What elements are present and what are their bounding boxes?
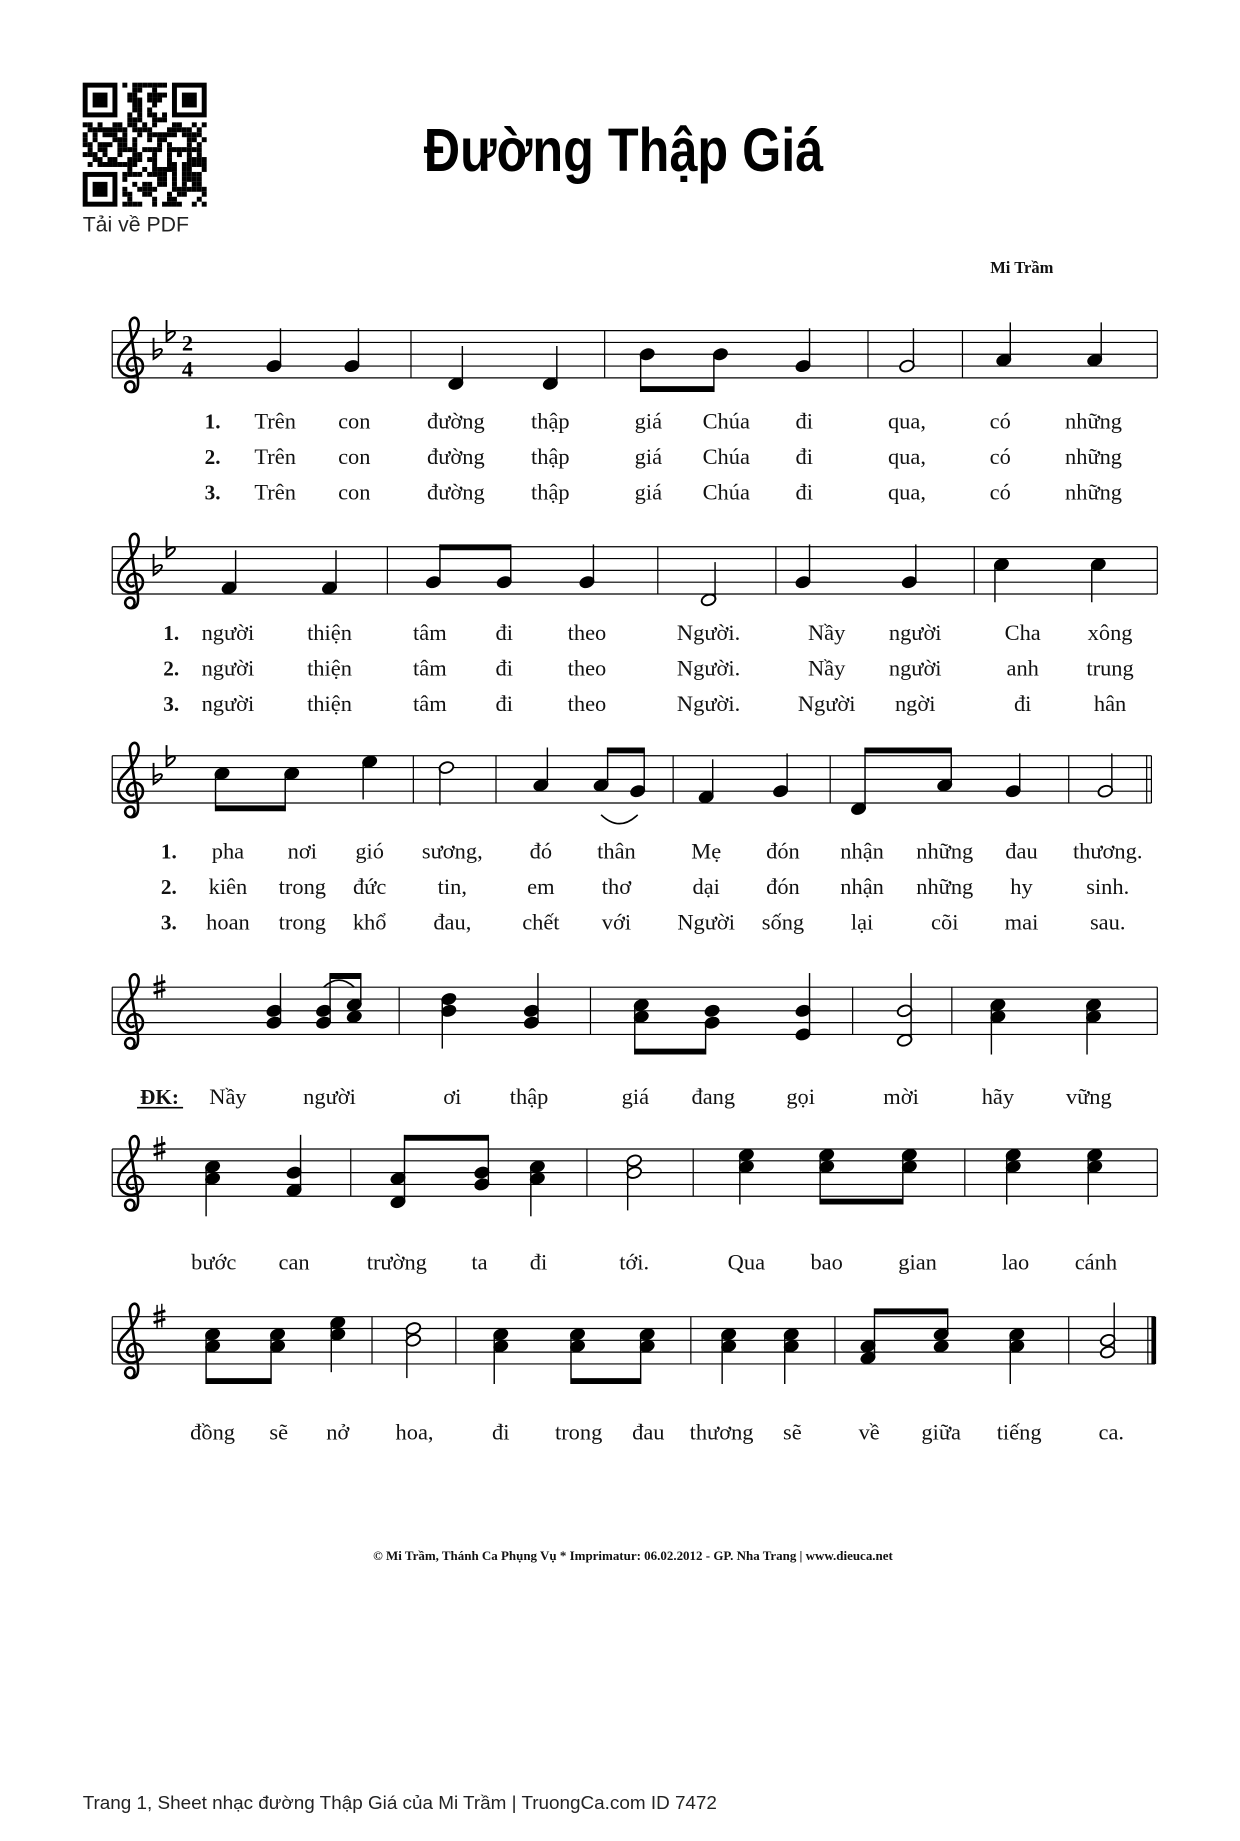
note [1085, 998, 1102, 1055]
flat-icon [154, 763, 162, 784]
lyric-syllable: hoan [206, 909, 250, 935]
note [529, 1160, 546, 1217]
page-footer: Trang 1, Sheet nhạc đường Thập Giá của Mi Trầm | TruongCa.com ID 7472 [82, 1793, 717, 1815]
lyric-syllable: xông [1087, 620, 1133, 646]
lyric-syllable: pha [211, 838, 245, 864]
lyric-syllable: những [916, 838, 974, 864]
lyric-syllable: Chúa [702, 479, 750, 505]
verse-number: 3. [160, 910, 177, 935]
lyric-syllable: Chúa [702, 444, 750, 470]
verse-number: 1. [163, 621, 180, 646]
lyric-syllable: sinh. [1086, 873, 1130, 899]
note [361, 754, 378, 799]
lyric-syllable: tin, [437, 873, 467, 899]
note [492, 1327, 509, 1384]
lyric-syllable: với [601, 909, 632, 935]
lyric-syllable: đón [766, 873, 800, 899]
lyric-line [137, 1084, 1112, 1109]
note [639, 1327, 656, 1384]
lyric-syllable: về [858, 1419, 880, 1445]
treble-clef-icon [118, 743, 143, 817]
note [1090, 557, 1107, 602]
staff-system [112, 743, 1151, 935]
lyric-syllable: người [201, 655, 255, 681]
note [447, 346, 464, 391]
lyric-syllable: tâm [413, 655, 447, 681]
verse-number: 1. [204, 409, 221, 434]
lyric-syllable: giá [634, 408, 663, 434]
lyric-syllable: Nầy [209, 1084, 247, 1110]
lyric-syllable: người [201, 690, 255, 716]
lyric-syllable: con [338, 408, 371, 434]
note [321, 550, 338, 595]
lyric-syllable: tâm [413, 690, 447, 716]
verse-number: 3. [163, 691, 180, 716]
lyric-syllable: có [989, 479, 1011, 505]
staff-system [112, 1135, 1157, 1275]
beam [608, 748, 645, 754]
note [221, 550, 238, 595]
note [440, 992, 457, 1049]
lyric-syllable: trong [278, 873, 327, 899]
lyric-syllable: đi [1013, 690, 1032, 716]
lyric-syllable: thập [531, 408, 570, 434]
note [344, 328, 361, 373]
copyright-line: © Mi Trầm, Thánh Ca Phụng Vụ * Imprimatur: 06.02.2012 - GP. Nha Trang | www.dieuca.net [373, 1547, 893, 1563]
note [283, 766, 300, 811]
composer: Mi Trầm [990, 257, 1054, 277]
note [783, 1327, 800, 1384]
note [523, 973, 540, 1030]
lyric-syllable: mai [1004, 909, 1039, 935]
lyric-syllable: thiện [307, 690, 352, 716]
note [795, 544, 812, 589]
lyric-syllable: Mẹ [691, 838, 722, 864]
note [1086, 322, 1103, 367]
lyric-syllable: Cha [1004, 620, 1041, 646]
note [795, 328, 812, 373]
treble-clef-icon [118, 318, 143, 392]
lyric-syllable: người [888, 655, 942, 681]
lyric-line [161, 874, 1129, 899]
lyric-syllable: những [1065, 444, 1123, 470]
lyric-syllable: nhận [840, 838, 884, 864]
lyric-syllable: người [303, 1084, 356, 1110]
lyric-syllable: qua, [887, 408, 926, 434]
note [995, 322, 1012, 367]
lyric-syllable: Nầy [807, 655, 846, 681]
note [704, 1004, 721, 1055]
note [532, 748, 549, 793]
verse-number: 1. [160, 839, 177, 864]
note [266, 328, 283, 373]
note [1005, 753, 1022, 798]
lyric-syllable: giá [621, 1084, 650, 1110]
lyric-syllable: cõi [931, 909, 959, 935]
lyric-syllable: nở [326, 1419, 350, 1445]
lyric-syllable: những [916, 873, 974, 899]
note [315, 973, 332, 1030]
treble-clef-icon [118, 1136, 143, 1210]
lyric-syllable: đang [691, 1084, 736, 1110]
lyric-syllable: những [1065, 479, 1123, 505]
lyric-syllable: hãy [981, 1084, 1015, 1110]
lyric-syllable: thương. [1072, 838, 1143, 864]
lyric-syllable: thiện [307, 620, 352, 646]
lyric-syllable: theo [567, 655, 607, 681]
note [899, 328, 916, 373]
beam [571, 1378, 641, 1384]
beam [440, 544, 511, 550]
lyric-syllable: nơi [287, 838, 317, 864]
score [112, 318, 1157, 1445]
lyric-syllable: đi [495, 620, 513, 646]
refrain-label: ĐK: [139, 1085, 179, 1110]
note [579, 544, 596, 589]
lyric-syllable: những [1065, 408, 1123, 434]
lyric-line [163, 620, 1132, 645]
note [933, 1308, 950, 1353]
lyric-syllable: tâm [413, 620, 447, 646]
lyric-syllable: gian [898, 1249, 937, 1275]
lyric-syllable: có [989, 408, 1011, 434]
lyric-syllable: thập [531, 479, 570, 505]
lyric-syllable: sống [761, 909, 805, 935]
lyric-syllable: Chúa [702, 408, 750, 434]
beam [865, 748, 951, 754]
note [989, 998, 1006, 1055]
lyric-syllable: thập [531, 444, 570, 470]
staff-system [112, 1303, 1156, 1445]
lyric-line [163, 655, 1133, 680]
verse-number: 2. [160, 874, 177, 899]
note [214, 766, 231, 811]
lyric-syllable: kiên [208, 873, 248, 899]
staff-system [112, 534, 1157, 716]
lyric-syllable: thiện [307, 655, 352, 681]
note [639, 347, 656, 392]
lyric-syllable: lao [1001, 1249, 1030, 1275]
lyric-syllable: đau, [433, 909, 472, 935]
note [850, 748, 867, 817]
note [569, 1327, 586, 1384]
lyric-syllable: đường [427, 408, 485, 434]
lyric-syllable: Người [797, 690, 856, 716]
lyric-syllable: gọi [786, 1084, 816, 1110]
note [896, 973, 913, 1048]
note [496, 544, 513, 589]
lyric-syllable: đi [495, 655, 513, 681]
lyric-syllable: đi [795, 444, 813, 470]
lyric-syllable: ngời [894, 690, 936, 716]
lyric-syllable: đau [1005, 838, 1038, 864]
lyric-syllable: can [278, 1249, 310, 1275]
note [720, 1327, 737, 1384]
beam [641, 386, 714, 392]
note [473, 1135, 490, 1192]
lyric-syllable: qua, [887, 479, 926, 505]
lyric-syllable: hoa, [395, 1419, 434, 1445]
note [626, 1154, 643, 1211]
flat-icon [154, 554, 162, 575]
lyric-syllable: Qua [727, 1249, 766, 1275]
lyric-syllable: giữa [921, 1419, 961, 1445]
lyric-line [163, 691, 1126, 716]
note [438, 760, 455, 805]
lyric-syllable: ơi [443, 1084, 462, 1110]
lyric-syllable: hy [1010, 873, 1033, 899]
lyric-syllable: nhận [840, 873, 884, 899]
note [772, 753, 789, 798]
flat-icon [154, 338, 162, 359]
note [1008, 1327, 1025, 1384]
lyric-syllable: người [888, 620, 942, 646]
treble-clef-icon [118, 1304, 143, 1378]
lyric-syllable: khổ [352, 909, 387, 935]
beam [330, 973, 361, 979]
lyric-syllable: theo [567, 690, 607, 716]
lyric-syllable: đó [529, 838, 553, 864]
lyric-syllable: cánh [1074, 1249, 1118, 1275]
beam [635, 1049, 706, 1055]
lyric-line [161, 839, 1143, 864]
lyric-line [205, 444, 1122, 469]
note [629, 748, 646, 799]
note [286, 1135, 303, 1198]
note [204, 1327, 221, 1384]
verse-number: 3. [204, 480, 221, 505]
lyric-syllable: Người. [676, 620, 741, 646]
lyric-syllable: hân [1093, 690, 1127, 716]
beam [216, 805, 286, 811]
lyric-syllable: mời [883, 1084, 919, 1110]
lyric-syllable: tiếng [996, 1419, 1042, 1445]
slur [601, 815, 638, 824]
staff-system [112, 973, 1157, 1109]
note [700, 562, 717, 607]
note [698, 759, 715, 804]
lyric-syllable: anh [1006, 655, 1039, 681]
lyric-line [205, 480, 1122, 505]
note [269, 1327, 286, 1384]
lyric-syllable: giá [634, 444, 663, 470]
lyric-syllable: sau. [1089, 909, 1126, 935]
lyric-syllable: Người. [676, 690, 741, 716]
lyric-syllable: đi [529, 1249, 548, 1275]
treble-clef-icon [118, 974, 143, 1048]
lyric-syllable: qua, [887, 444, 926, 470]
staff-system [112, 318, 1157, 505]
lyric-syllable: con [338, 444, 371, 470]
lyric-line [191, 1249, 1117, 1274]
lyric-syllable: giá [634, 479, 663, 505]
lyric-syllable: đường [427, 479, 485, 505]
lyric-line [161, 909, 1126, 934]
lyric-syllable: sẽ [269, 1419, 289, 1445]
download-pdf-link[interactable]: Tải về PDF [82, 212, 189, 237]
lyric-syllable: theo [567, 620, 607, 646]
lyric-syllable: tới. [619, 1249, 650, 1275]
treble-clef-icon [118, 534, 143, 608]
lyric-syllable: trung [1086, 655, 1134, 681]
note [204, 1160, 221, 1217]
note [266, 973, 283, 1030]
lyric-syllable: Trên [254, 479, 296, 505]
lyric-line [190, 1419, 1124, 1444]
lyric-syllable: đức [352, 873, 387, 899]
slur [324, 980, 355, 987]
lyric-syllable: đi [492, 1419, 510, 1445]
note [425, 544, 442, 589]
lyric-syllable: Nầy [807, 620, 846, 646]
verse-number: 2. [163, 656, 180, 681]
lyric-syllable: con [338, 479, 371, 505]
lyric-syllable: lại [850, 909, 874, 935]
beam [404, 1135, 488, 1141]
lyric-syllable: đi [495, 690, 513, 716]
lyric-syllable: người [201, 620, 255, 646]
lyric-syllable: gió [355, 838, 384, 864]
beam [874, 1308, 947, 1314]
lyric-syllable: Người. [676, 655, 741, 681]
lyric-syllable: thân [597, 838, 636, 864]
lyric-syllable: dại [692, 873, 720, 899]
lyric-syllable: Người [677, 909, 736, 935]
song-title: Đường Thập Giá [423, 115, 824, 185]
note [712, 347, 729, 392]
lyric-syllable: chết [522, 909, 560, 935]
lyric-syllable: đồng [190, 1419, 236, 1445]
note [1099, 1303, 1116, 1360]
note [795, 973, 812, 1042]
note [593, 748, 610, 793]
lyric-syllable: bước [191, 1249, 237, 1275]
lyric-line [205, 409, 1122, 434]
time-signature-bottom: 4 [181, 356, 194, 382]
lyric-syllable: có [989, 444, 1011, 470]
note [1097, 753, 1114, 798]
beam [206, 1378, 271, 1384]
lyric-syllable: ca. [1098, 1419, 1125, 1445]
lyric-syllable: Trên [254, 408, 296, 434]
lyric-syllable: sẽ [783, 1419, 802, 1445]
lyric-syllable: trường [366, 1249, 427, 1275]
note [633, 998, 650, 1055]
note [542, 346, 559, 391]
lyric-syllable: bao [810, 1249, 843, 1275]
time-signature-top: 2 [181, 330, 194, 356]
lyric-syllable: thơ [601, 873, 632, 899]
lyric-syllable: Trên [254, 444, 296, 470]
lyric-syllable: thương [689, 1419, 754, 1445]
lyric-syllable: em [527, 873, 555, 899]
lyric-syllable: thập [509, 1084, 549, 1110]
lyric-syllable: đau [632, 1419, 665, 1445]
note [405, 1321, 422, 1378]
note [993, 557, 1010, 602]
lyric-syllable: sương, [421, 838, 483, 864]
note [901, 544, 918, 589]
lyric-syllable: đi [795, 408, 813, 434]
qr-code[interactable] [83, 83, 207, 207]
note [936, 748, 953, 793]
lyric-syllable: trong [278, 909, 327, 935]
lyric-syllable: đón [766, 838, 800, 864]
lyric-syllable: vững [1065, 1084, 1112, 1110]
lyric-syllable: ta [471, 1249, 488, 1275]
lyric-syllable: đi [795, 479, 813, 505]
verse-number: 2. [204, 445, 221, 470]
lyric-syllable: đường [427, 444, 485, 470]
beam [820, 1199, 903, 1205]
lyric-syllable: trong [554, 1419, 603, 1445]
